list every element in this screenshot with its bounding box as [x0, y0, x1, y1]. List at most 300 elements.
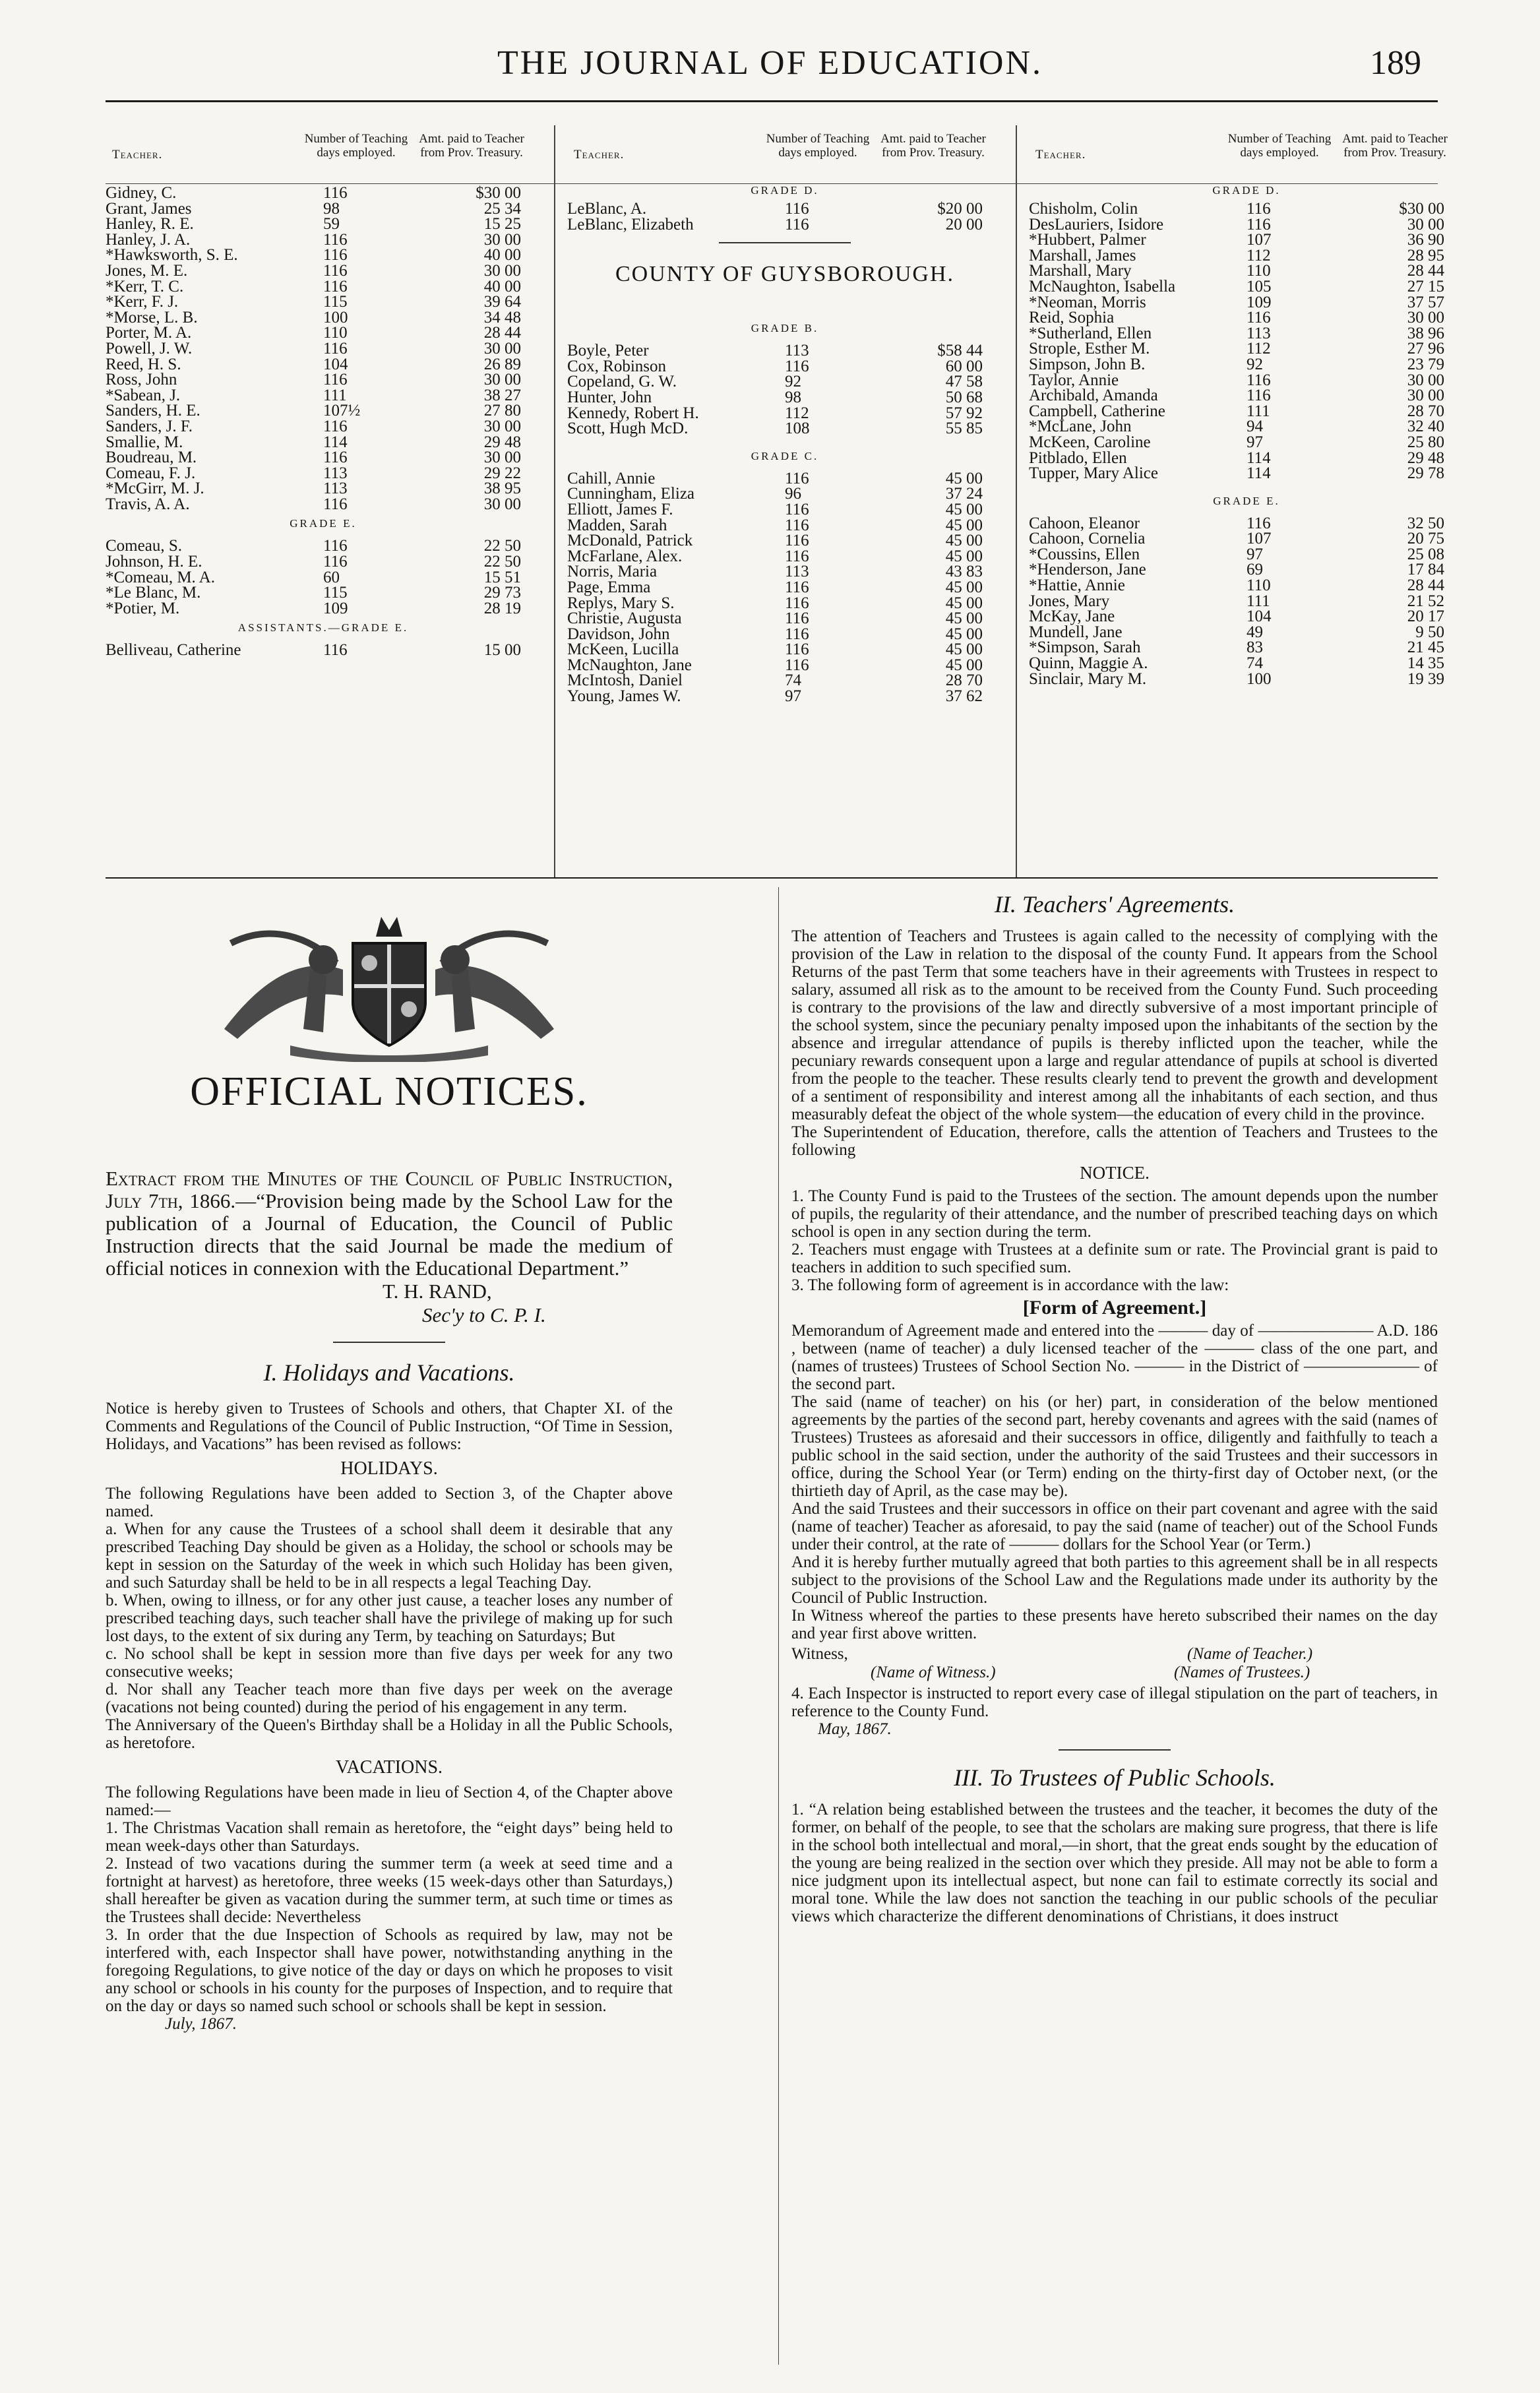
table-row: [106, 371, 541, 387]
table-row: [106, 232, 541, 247]
teacher-name: Porter, M. A.: [106, 324, 192, 342]
amount-paid: 27 80: [483, 402, 521, 420]
teaching-days: 96: [785, 485, 801, 503]
table-row: [567, 501, 1002, 517]
amount-paid: 38 95: [483, 480, 521, 498]
holidays-subheading: HOLIDAYS.: [340, 1458, 438, 1479]
table-row: [1029, 387, 1464, 403]
table-row: [1029, 655, 1464, 671]
teaching-days: 116: [1247, 371, 1271, 389]
amount-paid: 39 64: [483, 293, 521, 311]
journal-title: THE JOURNAL OF EDUCATION.: [497, 44, 1043, 82]
amount-paid: 30 00: [483, 371, 521, 389]
amount-paid: 29 22: [483, 464, 521, 482]
teaching-days: 116: [323, 339, 348, 357]
amount-paid: 28 19: [483, 599, 521, 617]
teaching-days: 116: [1247, 387, 1271, 405]
teaching-days: 113: [785, 342, 809, 360]
teacher-name: McKay, Jane: [1029, 607, 1115, 626]
table-row: [567, 358, 1002, 374]
teaching-days: 116: [785, 656, 809, 674]
amount-paid: 29 73: [483, 584, 521, 602]
amount-paid: 38 96: [1407, 324, 1444, 342]
teacher-name: Smallie, M.: [106, 433, 183, 451]
amount-paid: 25 34: [483, 199, 521, 218]
table-row: [1029, 608, 1464, 624]
amount-paid: 38 27: [483, 386, 521, 404]
column-divider: [554, 125, 555, 877]
teacher-header: Teacher.: [574, 148, 625, 162]
amount-paid: 45 00: [945, 578, 983, 596]
teacher-name: *Kerr, T. C.: [106, 277, 184, 295]
teaching-days: 111: [1247, 402, 1270, 420]
table-column-2: [567, 125, 1002, 704]
teacher-name: Cahill, Annie: [567, 469, 656, 487]
teacher-name: McNaughton, Isabella: [1029, 277, 1176, 295]
amount-paid: 55 85: [945, 420, 983, 438]
amount-paid: 27 96: [1407, 340, 1444, 358]
amount-paid: 37 57: [1407, 293, 1444, 311]
teacher-name: McDonald, Patrick: [567, 532, 693, 550]
table-row: [567, 373, 1002, 389]
teacher-name: *Hawksworth, S. E.: [106, 246, 238, 264]
amount-paid: 30 00: [1407, 371, 1444, 389]
teacher-name: Elliott, James F.: [567, 500, 673, 518]
amount-paid: 30 00: [483, 417, 521, 435]
teacher-name: Young, James W.: [567, 687, 681, 706]
witness-block: [791, 1642, 1438, 1685]
coat-of-arms-icon: [211, 897, 567, 1062]
grade-label: GRADE C.: [751, 449, 819, 462]
rows-group: [106, 642, 541, 658]
teacher-name: Sinclair, Mary M.: [1029, 669, 1147, 688]
rows-group: [567, 342, 1002, 436]
rows-group: [106, 538, 541, 615]
teacher-name: Marshall, Mary: [1029, 262, 1132, 280]
table-row: [106, 294, 541, 309]
amount-paid: 36 90: [1407, 231, 1444, 249]
amount-paid: 15 25: [483, 215, 521, 233]
table-header: [567, 125, 1002, 185]
amount-paid: 45 00: [945, 656, 983, 674]
teaching-days: 116: [323, 537, 348, 555]
table-row: [1029, 434, 1464, 450]
holiday-rule-c: c. No school shall be kept in session more than five days per week for any two consecutive weeks;: [106, 1645, 673, 1681]
amount-paid: 45 00: [945, 625, 983, 643]
teacher-name: Madden, Sarah: [567, 516, 667, 534]
teaching-days: 74: [1247, 654, 1263, 673]
teacher-name: Christie, Augusta: [567, 609, 682, 628]
table-row: [1029, 278, 1464, 294]
holidays-heading: I. Holidays and Vacations.: [263, 1359, 515, 1386]
teacher-name: Pitblado, Ellen: [1029, 449, 1127, 467]
teaching-days: 116: [785, 609, 809, 628]
teacher-name: *Le Blanc, M.: [106, 584, 201, 602]
teacher-name: Reid, Sophia: [1029, 309, 1115, 327]
teaching-days: 112: [1247, 340, 1271, 358]
teaching-days: 83: [1247, 638, 1263, 657]
table-row: [1029, 450, 1464, 466]
witness-label: Witness,: [791, 1645, 848, 1663]
amount-paid: 15 51: [483, 568, 521, 586]
amount-paid: 30 00: [1407, 215, 1444, 233]
teacher-name: Boudreau, M.: [106, 449, 197, 467]
amount-paid: 26 89: [483, 355, 521, 373]
table-row: [1029, 639, 1464, 655]
table-row: [106, 278, 541, 294]
lower-column-divider: [778, 887, 779, 2365]
teaching-days: 113: [1247, 324, 1271, 342]
amount-paid: 23 79: [1407, 355, 1444, 373]
table-row: [106, 418, 541, 434]
table-row: [106, 480, 541, 496]
left-column: [106, 1167, 673, 2034]
table-row: [567, 485, 1002, 501]
teaching-days: 113: [785, 563, 809, 581]
amount-paid: 37 62: [945, 687, 983, 706]
table-row: [1029, 546, 1464, 562]
table-row: [1029, 309, 1464, 325]
teacher-name: McFarlane, Alex.: [567, 547, 683, 565]
table-row: [106, 201, 541, 216]
teacher-name: Comeau, F. J.: [106, 464, 196, 482]
teacher-name: McKeen, Caroline: [1029, 433, 1151, 451]
teaching-days: 116: [785, 357, 809, 375]
teaching-days: 116: [785, 200, 809, 218]
teaching-days: 60: [323, 568, 340, 586]
teacher-name: Cahoon, Eleanor: [1029, 514, 1140, 532]
teaching-days: 116: [785, 594, 809, 612]
amount-paid: 28 44: [1407, 576, 1444, 595]
teacher-name: Mundell, Jane: [1029, 623, 1123, 641]
amount-paid: 29 78: [1407, 464, 1444, 483]
table-row: [567, 610, 1002, 626]
teaching-days: 116: [323, 246, 348, 264]
teacher-name: Travis, A. A.: [106, 495, 190, 513]
header-rule: [106, 100, 1438, 102]
amount-paid: 43 83: [945, 563, 983, 581]
table-row: [1029, 403, 1464, 419]
amount-paid: 28 44: [1407, 262, 1444, 280]
teaching-days: 92: [785, 373, 801, 391]
extract-paragraph: [106, 1167, 673, 1280]
teaching-days: 116: [785, 578, 809, 596]
amount-paid: 40 00: [483, 246, 521, 264]
teaching-days: 113: [323, 464, 348, 482]
teaching-days: 116: [785, 532, 809, 550]
teaching-days: 104: [1247, 607, 1272, 626]
teaching-days: 108: [785, 420, 810, 438]
teaching-days: 116: [1247, 200, 1271, 218]
amount-header: Amt. paid to Teacher from Prov. Treasury.: [419, 132, 524, 160]
teacher-name: *Coussins, Ellen: [1029, 545, 1140, 563]
holidays-intro: Notice is hereby given to Trustees of Schools and others, that Chapter XI. of the Comments and Regulations of the Council of Public Instruction, “Of Time in Session, Holidays, and Vacations” has been revised as follows:: [106, 1400, 673, 1453]
teaching-days: 115: [323, 293, 348, 311]
teaching-days: 116: [323, 495, 348, 513]
teaching-days: 116: [323, 417, 348, 435]
amount-paid: 34 48: [483, 308, 521, 326]
teacher-name: *Hattie, Annie: [1029, 576, 1125, 595]
teacher-name: Cunningham, Eliza: [567, 485, 695, 503]
teacher-name: Hunter, John: [567, 388, 652, 406]
teacher-name: *Kerr, F. J.: [106, 293, 179, 311]
days-header: Number of Teaching days employed.: [766, 132, 870, 160]
table-row: [567, 595, 1002, 611]
vacations-intro: The following Regulations have been made in lieu of Section 4, of the Chapter above named:—: [106, 1784, 673, 1819]
teacher-name: *McLane, John: [1029, 418, 1132, 436]
amount-paid: 45 00: [945, 594, 983, 612]
teacher-name: *Hubbert, Palmer: [1029, 231, 1146, 249]
teacher-name: Chisholm, Colin: [1029, 200, 1138, 218]
rows-group: [1029, 515, 1464, 687]
amount-paid: 30 00: [483, 230, 521, 249]
grade-label: GRADE B.: [751, 322, 819, 335]
amount-paid: 45 00: [945, 500, 983, 518]
amount-paid: 25 08: [1407, 545, 1444, 563]
teaching-days: 112: [785, 404, 809, 422]
teaching-days: 116: [323, 277, 348, 295]
teacher-name: *Simpson, Sarah: [1029, 638, 1141, 657]
table-row: [1029, 624, 1464, 640]
teaching-days: 59: [323, 215, 340, 233]
teacher-name: Quinn, Maggie A.: [1029, 654, 1148, 673]
teacher-name: Strople, Esther M.: [1029, 340, 1150, 358]
amount-paid: 22 50: [483, 537, 521, 555]
teacher-name: Replys, Mary S.: [567, 594, 675, 612]
teaching-days: 97: [785, 687, 801, 706]
amount-paid: 45 00: [945, 609, 983, 628]
amount-paid: 17 84: [1407, 561, 1444, 579]
table-row: [106, 185, 541, 201]
vacations-subheading: VACATIONS.: [335, 1757, 443, 1778]
grade-label: ASSISTANTS.—GRADE E.: [237, 621, 409, 635]
teacher-name: Marshall, James: [1029, 246, 1136, 264]
teacher-header: Teacher.: [1035, 148, 1086, 162]
teaching-days: 104: [323, 355, 348, 373]
teaching-days: 114: [323, 433, 348, 451]
teacher-name: McIntosh, Daniel: [567, 671, 683, 690]
right-column: [791, 890, 1438, 1925]
days-header: Number of Teaching days employed.: [1227, 132, 1332, 160]
teacher-name: Ross, John: [106, 371, 177, 389]
teaching-days: 109: [1247, 293, 1272, 311]
table-row: [106, 600, 541, 616]
teacher-name: Simpson, John B.: [1029, 355, 1146, 373]
table-row: [567, 405, 1002, 421]
form-memorandum: Memorandum of Agreement made and entered into the ——— day of ——————— A.D. 186 , between (name of teacher) a duly licensed teacher of the ——— class of the one part, and (names of trustees) Trustees of School Section No. ——— in the District of ——————— of the second part.: [791, 1322, 1438, 1393]
teaching-days: 116: [323, 641, 348, 660]
teacher-name: Archibald, Amanda: [1029, 387, 1158, 405]
amount-paid: 45 00: [945, 469, 983, 487]
table-row: [1029, 561, 1464, 577]
holidays-regs-intro: The following Regulations have been added to Section 3, of the Chapter above named.: [106, 1485, 673, 1520]
table-row: [1029, 577, 1464, 593]
teaching-days: 116: [1247, 309, 1271, 327]
amount-paid: 60 00: [945, 357, 983, 375]
teacher-name: Cahoon, Cornelia: [1029, 530, 1146, 548]
teaching-days: 49: [1247, 623, 1263, 641]
table-row: [1029, 515, 1464, 531]
table-row: [567, 579, 1002, 595]
amount-paid: 57 92: [945, 404, 983, 422]
teaching-days: 107: [1247, 530, 1272, 548]
vacation-rule-1: 1. The Christmas Vacation shall remain as heretofore, the “eight days” being held to mean week-days other than Saturdays.: [106, 1819, 673, 1855]
table-row: [1029, 593, 1464, 609]
teacher-name: Sanders, H. E.: [106, 402, 200, 420]
amount-header: Amt. paid to Teacher from Prov. Treasury.: [880, 132, 986, 160]
teaching-days: 97: [1247, 433, 1263, 451]
amount-paid: 20 00: [945, 215, 983, 233]
teaching-days: 116: [323, 230, 348, 249]
amount-paid: 28 95: [1407, 246, 1444, 264]
teaching-days: 98: [323, 199, 340, 218]
amount-paid: 30 00: [483, 449, 521, 467]
teaching-days: 116: [785, 469, 809, 487]
table-row: [567, 201, 1002, 216]
amount-paid: 22 50: [483, 553, 521, 571]
form-heading: [Form of Agreement.]: [1022, 1297, 1207, 1319]
teaching-days: 107: [1247, 231, 1272, 249]
amount-paid: 25 80: [1407, 433, 1444, 451]
teacher-name: Tupper, Mary Alice: [1029, 464, 1158, 483]
grade-label: GRADE E.: [1213, 494, 1280, 507]
table-row: [567, 342, 1002, 358]
teacher-name: McNaughton, Jane: [567, 656, 692, 674]
agreements-date: May, 1867.: [818, 1720, 892, 1738]
teaching-days: 116: [785, 516, 809, 534]
amount-paid: 29 48: [1407, 449, 1444, 467]
vacation-rule-3: 3. In order that the due Inspection of Schools as required by law, may not be interfered with, each Inspector shall have power, notwithstanding anything in the foregoing Regulations, to give notice of the day or days on which he proposes to visit any school or schools in his county for the purposes of Inspection, and to require that on the day or days so named such school or schools shall be kept in session.: [106, 1926, 673, 2015]
teacher-name: *Sabean, J.: [106, 386, 181, 404]
teacher-name: Jones, Mary: [1029, 592, 1110, 610]
teacher-name: Taylor, Annie: [1029, 371, 1119, 389]
amount-paid: 45 00: [945, 640, 983, 659]
teacher-name: Campbell, Catherine: [1029, 402, 1165, 420]
amount-paid: 30 00: [1407, 387, 1444, 405]
holiday-rule-a: a. When for any cause the Trustees of a school shall deem it desirable that any prescribed Teaching Day should be given as a Holiday, the school or schools may be kept in session on the Saturday of the week in which such Holiday has been given, and such Saturday shall be held to be in all respects a legal Teaching Day.: [106, 1520, 673, 1592]
amount-paid: 32 50: [1407, 514, 1444, 532]
trustees-heading: III. To Trustees of Public Schools.: [954, 1764, 1276, 1791]
teacher-name: LeBlanc, Elizabeth: [567, 215, 694, 233]
table-row: [1029, 671, 1464, 687]
amount-paid: 30 00: [483, 495, 521, 513]
table-row: [1029, 201, 1464, 216]
teacher-name: *Sutherland, Ellen: [1029, 324, 1152, 342]
amount-paid: 47 58: [945, 373, 983, 391]
table-row: [106, 642, 541, 658]
trustees-paragraph-1: 1. “A relation being established between the trustees and the teacher, it becomes the duty of the former, on behalf of the people, to see that the scholars are making sure progress, that there is life in the school both intellectual and moral,—in short, that the great ends sought by the education of the young are being realized in the section over which they preside. All may not be able to form a nice judgment upon its intellectual aspect, but none can fail to estimate correctly its social and moral tone. While the law does not sanction the teaching in our public schools of the peculiar views which characterize the different denominations of Christians, it does instruct: [791, 1801, 1438, 1925]
notice-item-1: 1. The County Fund is paid to the Trustees of the section. The amount depends upon the number of pupils, the regularity of their attendance, and the number of prescribed teaching days on which school is open in any section during the term.: [791, 1187, 1438, 1241]
divider-rule: [333, 1342, 445, 1343]
teaching-days: 110: [1247, 262, 1271, 280]
teaching-days: 116: [785, 500, 809, 518]
teaching-days: 115: [323, 584, 348, 602]
notice-item-2: 2. Teachers must engage with Trustees at a definite sum or rate. The Provincial grant is paid to teachers in addition to such specified sum.: [791, 1241, 1438, 1276]
amount-paid: $30 00: [476, 184, 521, 202]
teaching-days: 69: [1247, 561, 1263, 579]
teacher-name: *Potier, M.: [106, 599, 180, 617]
amount-paid: 30 00: [483, 339, 521, 357]
queen-birthday: The Anniversary of the Queen's Birthday shall be a Holiday in all the Public Schools, as heretofore.: [106, 1716, 673, 1752]
teacher-name: Hanley, J. A.: [106, 230, 191, 249]
teacher-name: Johnson, H. E.: [106, 553, 202, 571]
table-row: [1029, 356, 1464, 372]
teacher-name: Page, Emma: [567, 578, 651, 596]
teaching-days: 116: [323, 449, 348, 467]
table-row: [1029, 530, 1464, 546]
teacher-name: Cox, Robinson: [567, 357, 667, 375]
table-row: [1029, 263, 1464, 278]
teacher-name: Kennedy, Robert H.: [567, 404, 699, 422]
teacher-name: Hanley, R. E.: [106, 215, 194, 233]
amount-paid: 37 24: [945, 485, 983, 503]
amount-paid: $30 00: [1399, 200, 1444, 218]
amount-paid: 28 70: [945, 671, 983, 690]
teaching-days: 116: [323, 184, 348, 202]
agreements-paragraph-1: The attention of Teachers and Trustees is again called to the necessity of complying with the provision of the Law in relation to the disposal of the county Fund. It appears from the School Returns of the past Term that some teachers have in their agreements with Trustees in respect to salary, assumed all risk as to the amount to be received from the County Fund. Such proceeding is contrary to the provisions of the law and directly subversive of a most important principle of the school system, since the pecuniary penalty imposed upon the inhabitants of the section by the absence and irregular attendance of pupils is thereby inflicted upon the teacher, while the pecuniary rewards consequent upon a large and regular attendance of pupils at school is diverted from the people to the teacher. These results clearly tend to prevent the growth and development of a sentiment of responsibility and interest among all the inhabitants of each section, and thus measurably defeat the object of the whole system—the education of every child in the province.: [791, 927, 1438, 1123]
table-row: [567, 420, 1002, 436]
holiday-rule-b: b. When, owing to illness, or for any other just cause, a teacher loses any number of prescribed teaching days, such teacher shall have the privilege of making up for such lost days, to the extent of six during any Term, by teaching on Saturdays; But: [106, 1592, 673, 1645]
grade-label: GRADE D.: [751, 184, 819, 197]
table-row: [567, 688, 1002, 704]
table-row: [567, 641, 1002, 657]
amount-paid: 21 45: [1407, 638, 1444, 657]
signature-title: Sec'y to C. P. I.: [422, 1303, 546, 1326]
teacher-name: LeBlanc, A.: [567, 200, 647, 218]
table-row: [106, 325, 541, 340]
amount-paid: 9 50: [1415, 623, 1444, 641]
agreements-paragraph-2: The Superintendent of Education, therefore, calls the attention of Teachers and Trustees to the following: [791, 1123, 1438, 1159]
notice-item-4: 4. Each Inspector is instructed to report every case of illegal stipulation on the part of teachers, in reference to the County Fund.: [791, 1685, 1438, 1720]
amount-paid: 30 00: [483, 261, 521, 280]
table-row: [567, 216, 1002, 232]
teaching-days: 109: [323, 599, 348, 617]
table-row: [567, 563, 1002, 579]
table-row: [106, 584, 541, 600]
amount-paid: 50 68: [945, 388, 983, 406]
rows-group: [1029, 201, 1464, 481]
table-row: [1029, 216, 1464, 232]
teacher-header: Teacher.: [112, 148, 163, 162]
form-mutual-agreement: And it is hereby further mutually agreed that both parties to this agreement shall be in all respects subject to the provisions of the School Law and the Regulations made under its authority by the Council of Public Instruction.: [791, 1553, 1438, 1607]
form-teacher-covenant: The said (name of teacher) on his (or her) part, in consideration of the below mentioned agreements by the parties of the second part, hereby covenants and agrees with the said (names of Trustees) Trustees as aforesaid and their successors in office, diligently and faithfully to teach a public school in the said section, under the authority of the said Trustees and their successors in office, during the School Year (or Term) ending on the thirty-first day of October next, (or the thirtieth day of April, as the case may be).: [791, 1393, 1438, 1500]
teaching-days: 110: [1247, 576, 1271, 595]
names-of-trustees: (Names of Trustees.): [1174, 1663, 1310, 1681]
amount-paid: 27 15: [1407, 277, 1444, 295]
table-row: [567, 470, 1002, 486]
table-row: [106, 216, 541, 232]
table-row: [567, 389, 1002, 405]
teaching-days: 110: [323, 324, 348, 342]
table-row: [1029, 372, 1464, 388]
teacher-name: Norris, Maria: [567, 563, 658, 581]
table-row: [106, 387, 541, 403]
amount-paid: 45 00: [945, 547, 983, 565]
signature-block: [106, 1280, 673, 1330]
amount-paid: 21 52: [1407, 592, 1444, 610]
teacher-name: Powell, J. W.: [106, 339, 193, 357]
teacher-name: *Comeau, M. A.: [106, 568, 215, 586]
signature-name: T. H. RAND,: [383, 1280, 492, 1303]
table-header: [106, 125, 541, 185]
table-row: [1029, 465, 1464, 481]
table-row: [1029, 232, 1464, 247]
divider-rule: [1059, 1749, 1171, 1751]
amount-header: Amt. paid to Teacher from Prov. Treasury.: [1342, 132, 1448, 160]
amount-paid: 29 48: [483, 433, 521, 451]
rows-group: [567, 470, 1002, 704]
grade-label: GRADE D.: [1212, 184, 1281, 197]
